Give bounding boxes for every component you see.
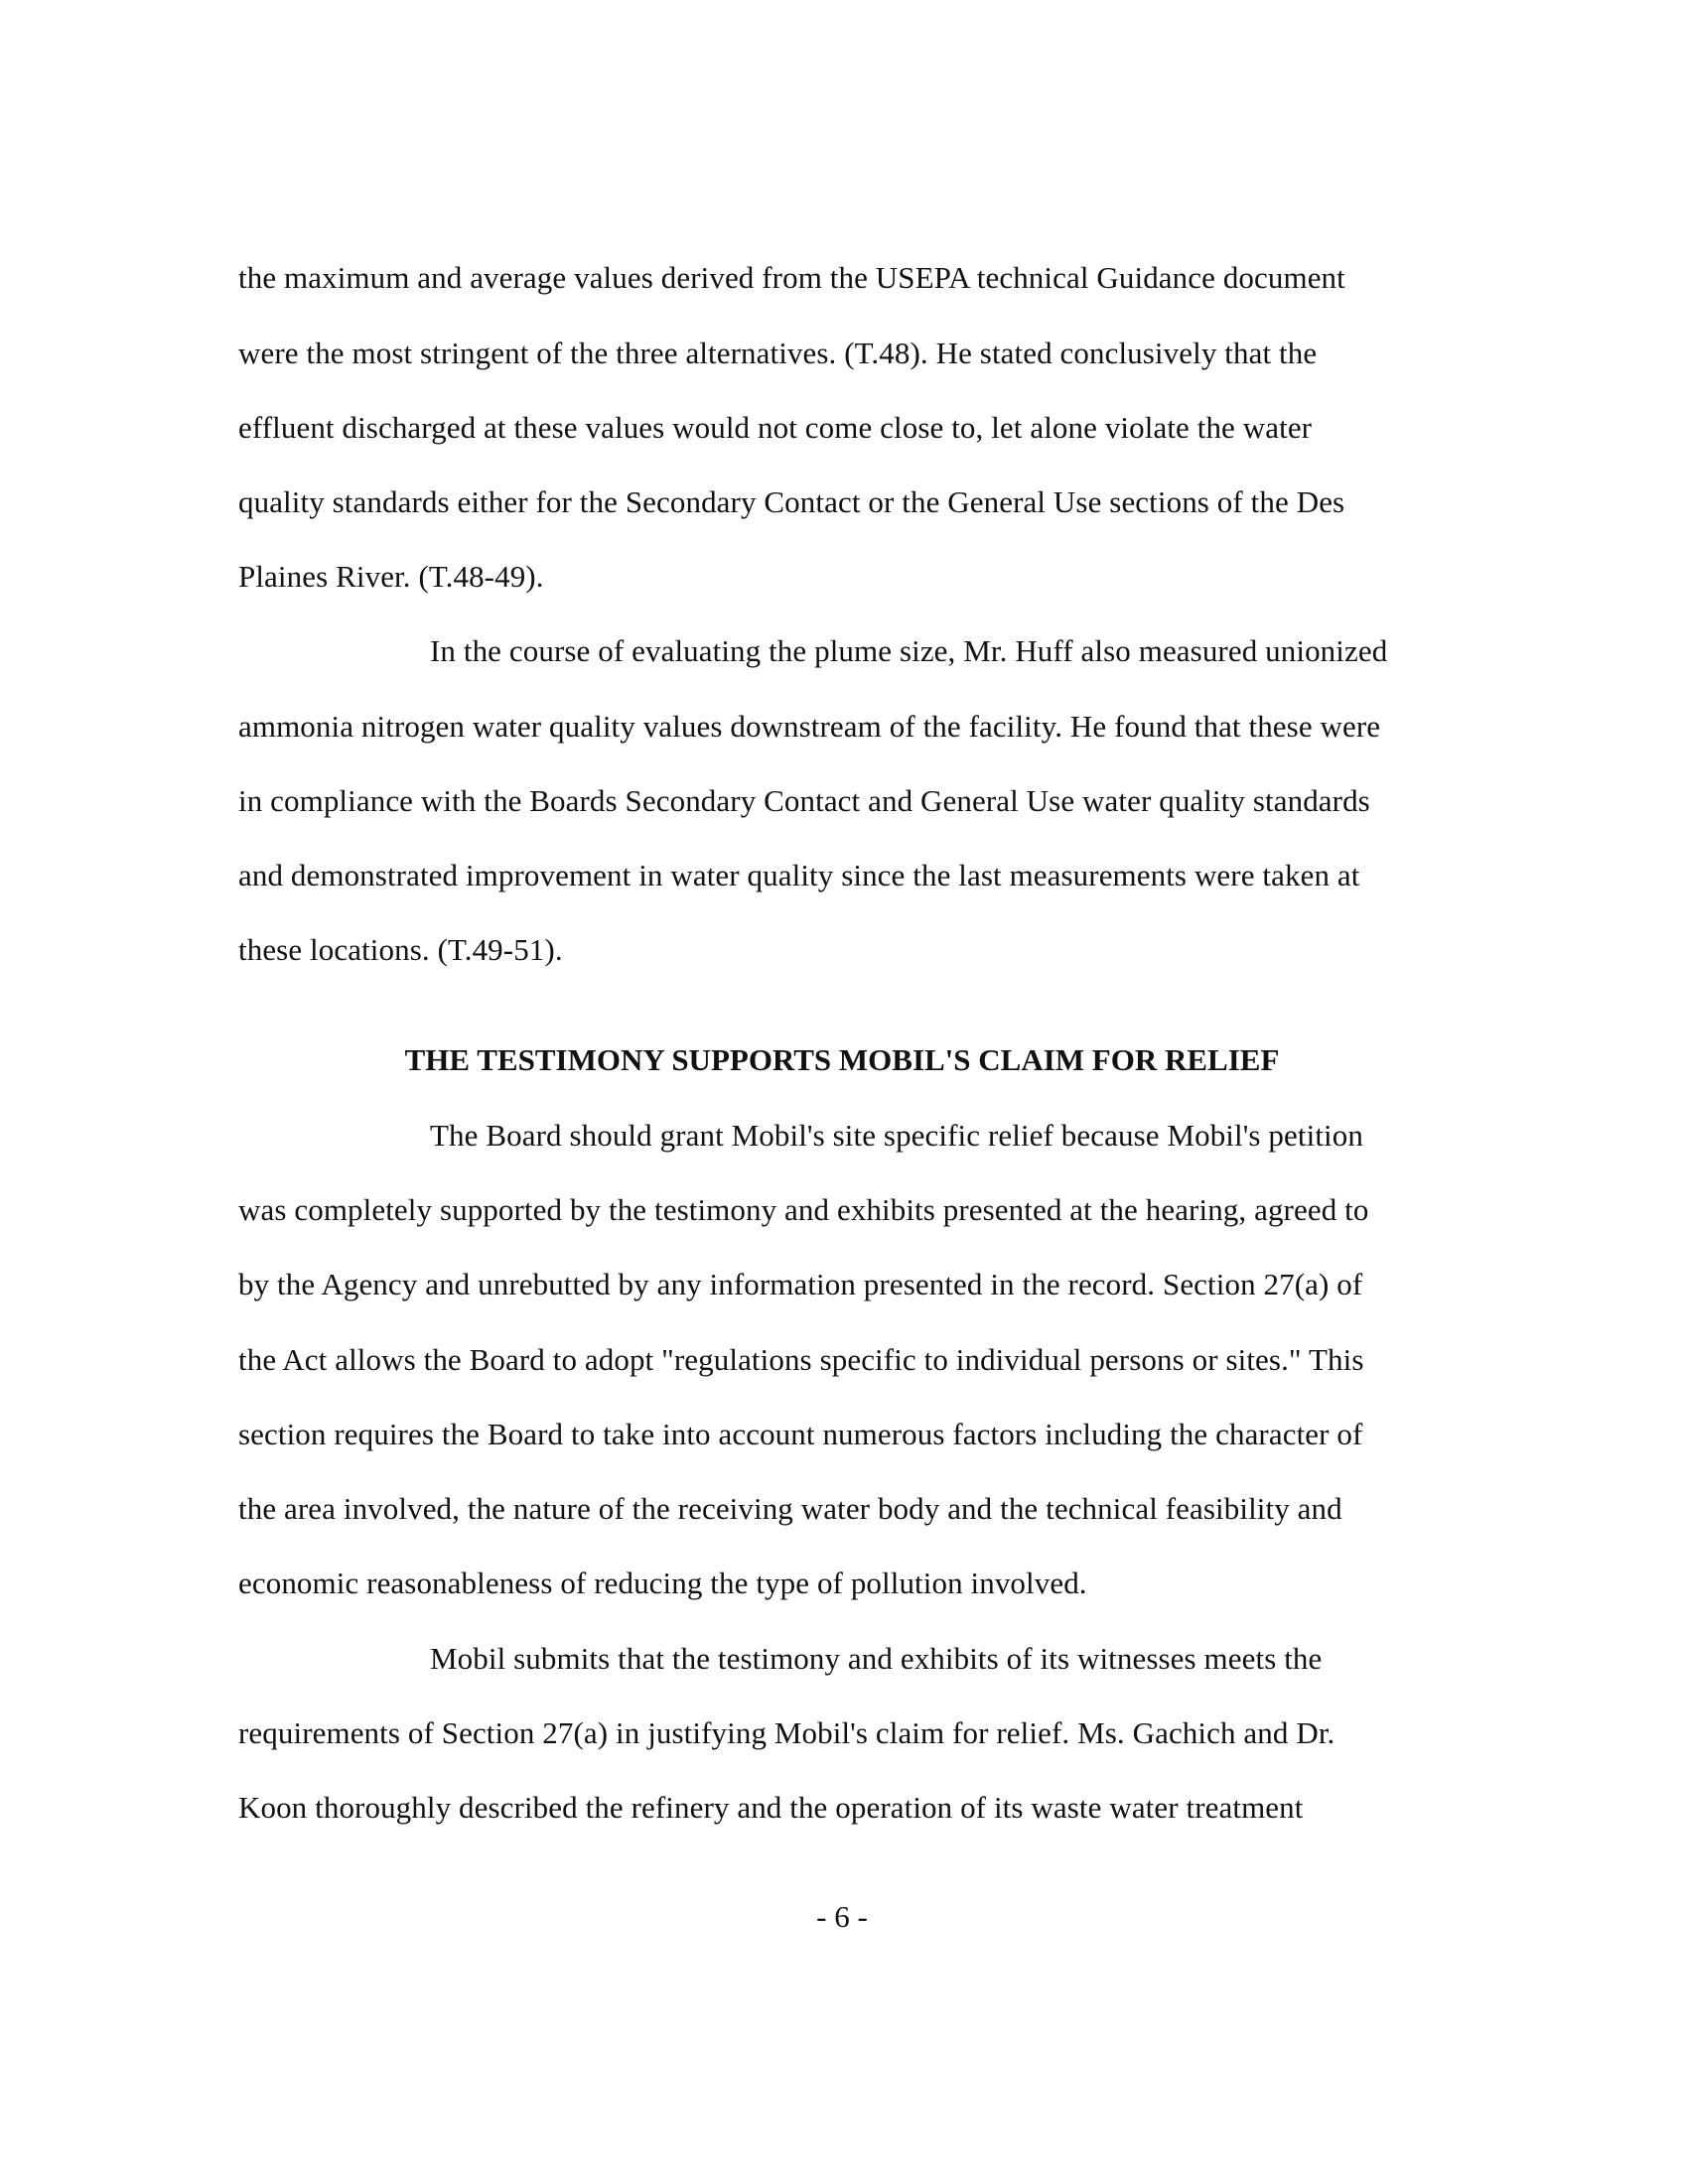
paragraph-1-line-5: Plaines River. (T.48-49). xyxy=(238,559,544,594)
paragraph-4-line-1: Mobil submits that the testimony and exhibits of its witnesses meets the xyxy=(430,1641,1323,1676)
paragraph-2-line-5: these locations. (T.49-51). xyxy=(238,932,563,967)
paragraph-3-line-2: was completely supported by the testimony and exhibits presented at the hearing, agreed to xyxy=(238,1192,1369,1227)
paragraph-2-line-4: and demonstrated improvement in water quality since the last measurements were taken at xyxy=(238,858,1360,892)
page-number: - 6 - xyxy=(816,1899,868,1934)
paragraph-3-line-6: the area involved, the nature of the receiving water body and the technical feasibility and xyxy=(238,1491,1342,1526)
paragraph-2-line-3: in compliance with the Boards Secondary Contact and General Use water quality standards xyxy=(238,783,1370,818)
paragraph-4-line-3: Koon thoroughly described the refinery and the operation of its waste water treatment xyxy=(238,1790,1304,1825)
paragraph-4-line-2: requirements of Section 27(a) in justifying Mobil's claim for relief. Ms. Gachich and Dr. xyxy=(238,1715,1335,1750)
paragraph-2-line-1: In the course of evaluating the plume size, Mr. Huff also measured unionized xyxy=(430,633,1388,668)
paragraph-3-line-7: economic reasonableness of reducing the type of pollution involved. xyxy=(238,1566,1087,1600)
paragraph-2-line-2: ammonia nitrogen water quality values downstream of the facility. He found that these were xyxy=(238,709,1381,744)
paragraph-1-line-2: were the most stringent of the three alternatives. (T.48). He stated conclusively that the xyxy=(238,336,1318,370)
paragraph-3-line-1: The Board should grant Mobil's site specific relief because Mobil's petition xyxy=(430,1118,1363,1153)
paragraph-3-line-5: section requires the Board to take into account numerous factors including the character of xyxy=(238,1417,1363,1451)
paragraph-1-line-3: effluent discharged at these values would not come close to, let alone violate the water xyxy=(238,410,1313,445)
paragraph-3-line-4: the Act allows the Board to adopt "regulations specific to individual persons or sites." This xyxy=(238,1342,1364,1377)
section-heading: THE TESTIMONY SUPPORTS MOBIL'S CLAIM FOR RELIEF xyxy=(404,1042,1280,1077)
paragraph-3-line-3: by the Agency and unrebutted by any information presented in the record. Section 27(a) of xyxy=(238,1267,1363,1301)
paragraph-1-line-4: quality standards either for the Secondary Contact or the General Use sections of the Des xyxy=(238,484,1345,519)
paragraph-1-line-1: the maximum and average values derived from the USEPA technical Guidance document xyxy=(238,260,1345,295)
